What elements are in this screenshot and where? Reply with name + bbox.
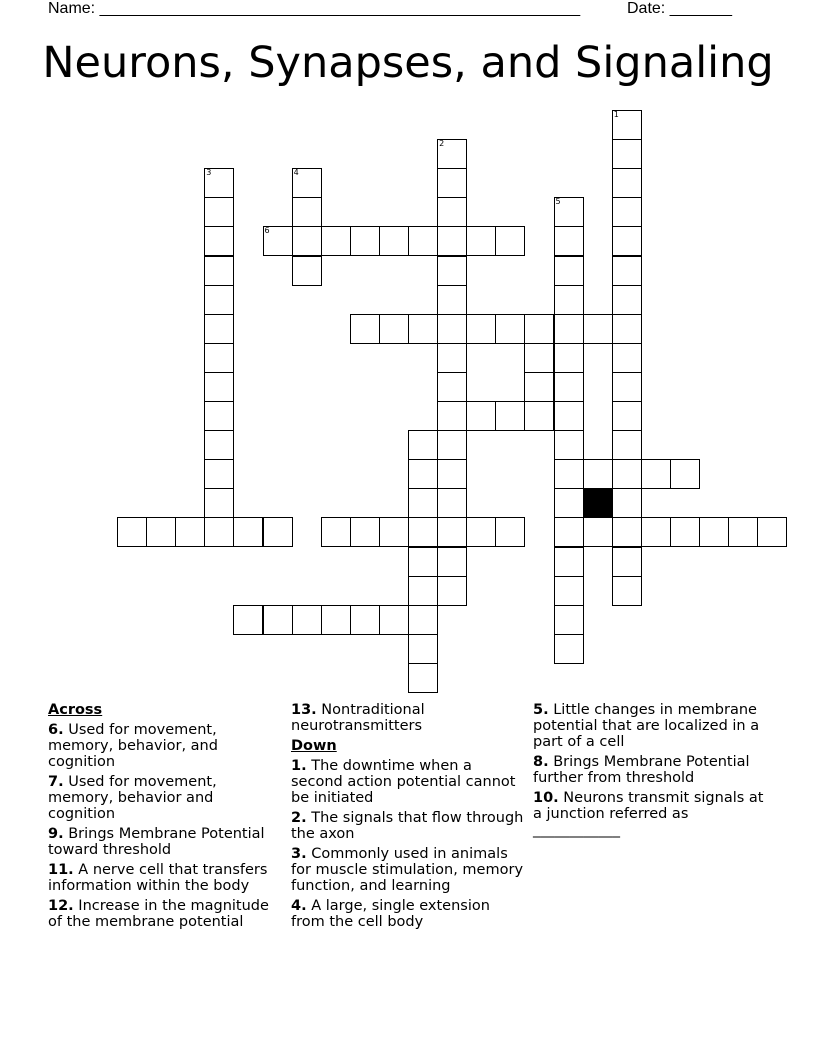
crossword-cell[interactable] — [495, 517, 525, 547]
crossword-cell[interactable] — [204, 314, 234, 344]
crossword-cell[interactable] — [554, 576, 584, 606]
crossword-cell[interactable] — [583, 459, 613, 489]
crossword-cell[interactable] — [670, 459, 700, 489]
crossword-cell[interactable] — [437, 547, 467, 577]
clues-column-3 — [533, 702, 768, 842]
crossword-cell[interactable] — [146, 517, 176, 547]
crossword-cell[interactable] — [612, 547, 642, 577]
crossword-cell[interactable] — [292, 226, 322, 256]
crossword-cell[interactable] — [612, 401, 642, 431]
crossword-cell[interactable] — [408, 488, 438, 518]
crossword-cell[interactable] — [612, 139, 642, 169]
crossword-cell[interactable] — [612, 168, 642, 198]
across-clue-7: 7. Used for movement, memory, behavior and cognition — [48, 774, 217, 822]
page-title: Neurons, Synapses, and Signaling — [42, 38, 774, 88]
crossword-cell[interactable] — [350, 226, 380, 256]
crossword-cell[interactable] — [670, 517, 700, 547]
crossword-cell[interactable] — [379, 226, 409, 256]
crossword-cell[interactable] — [204, 459, 234, 489]
crossword-cell[interactable] — [554, 605, 584, 635]
clue-number-label: 4 — [293, 168, 299, 178]
crossword-cell[interactable] — [466, 226, 496, 256]
crossword-cell[interactable] — [554, 256, 584, 286]
down-clue-1: 1. The downtime when a second action potential cannot be initiated — [291, 758, 516, 806]
clue-number-label: 6 — [264, 226, 270, 236]
crossword-cell[interactable] — [263, 226, 293, 256]
crossword-cell[interactable] — [466, 517, 496, 547]
crossword-cell[interactable] — [408, 663, 438, 693]
crossword-cell[interactable] — [117, 517, 147, 547]
crossword-cell[interactable] — [292, 168, 322, 198]
crossword-cell[interactable] — [437, 488, 467, 518]
crossword-cell[interactable] — [699, 517, 729, 547]
crossword-cell[interactable] — [321, 605, 351, 635]
crossword-cell[interactable] — [437, 226, 467, 256]
crossword-cell[interactable] — [612, 314, 642, 344]
crossword-cell[interactable] — [437, 576, 467, 606]
crossword-cell[interactable] — [641, 517, 671, 547]
crossword-cell[interactable] — [233, 605, 263, 635]
crossword-cell[interactable] — [554, 459, 584, 489]
crossword-cell[interactable] — [204, 517, 234, 547]
crossword-cell[interactable] — [466, 401, 496, 431]
crossword-cell[interactable] — [437, 285, 467, 315]
crossword-cell[interactable] — [554, 634, 584, 664]
crossword-cell[interactable] — [204, 197, 234, 227]
across-clue-12: 12. Increase in the magnitude of the membrane potential — [48, 898, 269, 930]
across-clue-9: 9. Brings Membrane Potential toward threshold — [48, 826, 265, 858]
crossword-cell[interactable] — [524, 343, 554, 373]
crossword-cell[interactable] — [292, 605, 322, 635]
crossword-cell[interactable] — [612, 430, 642, 460]
crossword-cell[interactable] — [175, 517, 205, 547]
crossword-cell[interactable] — [204, 168, 234, 198]
crossword-cell[interactable] — [583, 314, 613, 344]
across-clue-13: 13. Nontraditional neurotransmitters — [291, 702, 425, 734]
crossword-cell[interactable] — [408, 634, 438, 664]
crossword-cell[interactable] — [321, 226, 351, 256]
crossword-cell[interactable] — [554, 547, 584, 577]
crossword-cell[interactable] — [554, 372, 584, 402]
crossword-cell[interactable] — [204, 372, 234, 402]
clue-number-label: 5 — [555, 197, 561, 207]
crossword-cell[interactable] — [554, 488, 584, 518]
down-clue-3: 3. Commonly used in animals for muscle stimulation, memory function, and learning — [291, 846, 524, 894]
crossword-cell[interactable] — [321, 517, 351, 547]
crossword-cell[interactable] — [554, 343, 584, 373]
crossword-cell[interactable] — [437, 401, 467, 431]
crossword-cell[interactable] — [612, 372, 642, 402]
crossword-cell[interactable] — [612, 576, 642, 606]
crossword-cell[interactable] — [379, 517, 409, 547]
crossword-cell[interactable] — [757, 517, 787, 547]
down-clue-10: 10. Neurons transmit signals at a junction referred as ____________ — [533, 790, 764, 838]
crossword-cell[interactable] — [437, 256, 467, 286]
crossword-cell[interactable] — [292, 256, 322, 286]
crossword-cell[interactable] — [466, 314, 496, 344]
crossword-cell[interactable] — [495, 226, 525, 256]
crossword-cell[interactable] — [495, 314, 525, 344]
crossword-cell[interactable] — [612, 256, 642, 286]
crossword-cell[interactable] — [612, 226, 642, 256]
name-field-label: Name: ______________________________________________________ — [48, 0, 581, 17]
crossword-cell[interactable] — [408, 226, 438, 256]
crossword-cell[interactable] — [263, 605, 293, 635]
crossword-cell[interactable] — [437, 168, 467, 198]
crossword-cell[interactable] — [728, 517, 758, 547]
crossword-cell[interactable] — [554, 226, 584, 256]
crossword-cell[interactable] — [554, 285, 584, 315]
clues-column-1 — [48, 702, 283, 934]
across-clue-6: 6. Used for movement, memory, behavior, and cognition — [48, 722, 218, 770]
crossword-cell[interactable] — [408, 430, 438, 460]
crossword-cell[interactable] — [379, 605, 409, 635]
crossword-cell[interactable] — [437, 459, 467, 489]
crossword-cell[interactable] — [204, 430, 234, 460]
clue-number-label: 1 — [613, 110, 619, 119]
down-clue-8: 8. Brings Membrane Potential further from threshold — [533, 754, 750, 786]
down-clue-4: 4. A large, single extension from the cell body — [291, 898, 490, 930]
clue-number-label: 3 — [206, 168, 212, 178]
crossword-cell[interactable] — [408, 459, 438, 489]
crossword-cell[interactable] — [554, 517, 584, 547]
crossword-cell[interactable] — [583, 517, 613, 547]
crossword-cell[interactable] — [263, 517, 293, 547]
crossword-cell[interactable] — [379, 314, 409, 344]
crossword-cell[interactable] — [612, 517, 642, 547]
crossword-cell[interactable] — [437, 517, 467, 547]
date-field-label: Date: _______ — [627, 0, 732, 17]
crossword-cell[interactable] — [612, 110, 642, 140]
crossword-black-cell — [583, 488, 613, 518]
crossword-cell[interactable] — [612, 343, 642, 373]
down-clue-5: 5. Little changes in membrane potential that are localized in a part of a cell — [533, 702, 760, 750]
crossword-cell[interactable] — [495, 401, 525, 431]
crossword-cell[interactable] — [612, 459, 642, 489]
crossword-cell[interactable] — [437, 139, 467, 169]
crossword-cell[interactable] — [204, 488, 234, 518]
crossword-cell[interactable] — [612, 285, 642, 315]
crossword-cell[interactable] — [350, 314, 380, 344]
crossword-cell[interactable] — [437, 343, 467, 373]
across-clue-11: 11. A nerve cell that transfers information within the body — [48, 862, 268, 894]
crossword-cell[interactable] — [204, 401, 234, 431]
crossword-cell[interactable] — [437, 314, 467, 344]
crossword-cell[interactable] — [204, 256, 234, 286]
crossword-cell[interactable] — [292, 197, 322, 227]
crossword-cell[interactable] — [554, 197, 584, 227]
crossword-cell[interactable] — [204, 343, 234, 373]
crossword-cell[interactable] — [554, 401, 584, 431]
crossword-cell[interactable] — [524, 314, 554, 344]
clue-number-label: 2 — [439, 139, 445, 149]
crossword-cell[interactable] — [612, 197, 642, 227]
crossword-cell[interactable] — [408, 547, 438, 577]
crossword-cell[interactable] — [437, 197, 467, 227]
crossword-cell[interactable] — [233, 517, 263, 547]
crossword-cell[interactable] — [408, 517, 438, 547]
crossword-cell[interactable] — [524, 401, 554, 431]
crossword-cell[interactable] — [554, 314, 584, 344]
crossword-cell[interactable] — [204, 285, 234, 315]
crossword-cell[interactable] — [437, 372, 467, 402]
crossword-cell[interactable] — [408, 576, 438, 606]
crossword-cell[interactable] — [554, 430, 584, 460]
clues-column-2 — [291, 702, 526, 934]
crossword-cell[interactable] — [408, 314, 438, 344]
crossword-cell[interactable] — [612, 488, 642, 518]
across-heading: Across — [48, 702, 103, 718]
crossword-cell[interactable] — [524, 372, 554, 402]
crossword-cell[interactable] — [350, 605, 380, 635]
crossword-cell[interactable] — [437, 430, 467, 460]
crossword-cell[interactable] — [408, 605, 438, 635]
down-heading: Down — [291, 738, 337, 754]
crossword-cell[interactable] — [641, 459, 671, 489]
crossword-cell[interactable] — [204, 226, 234, 256]
down-clue-2: 2. The signals that flow through the axon — [291, 810, 524, 842]
crossword-cell[interactable] — [350, 517, 380, 547]
